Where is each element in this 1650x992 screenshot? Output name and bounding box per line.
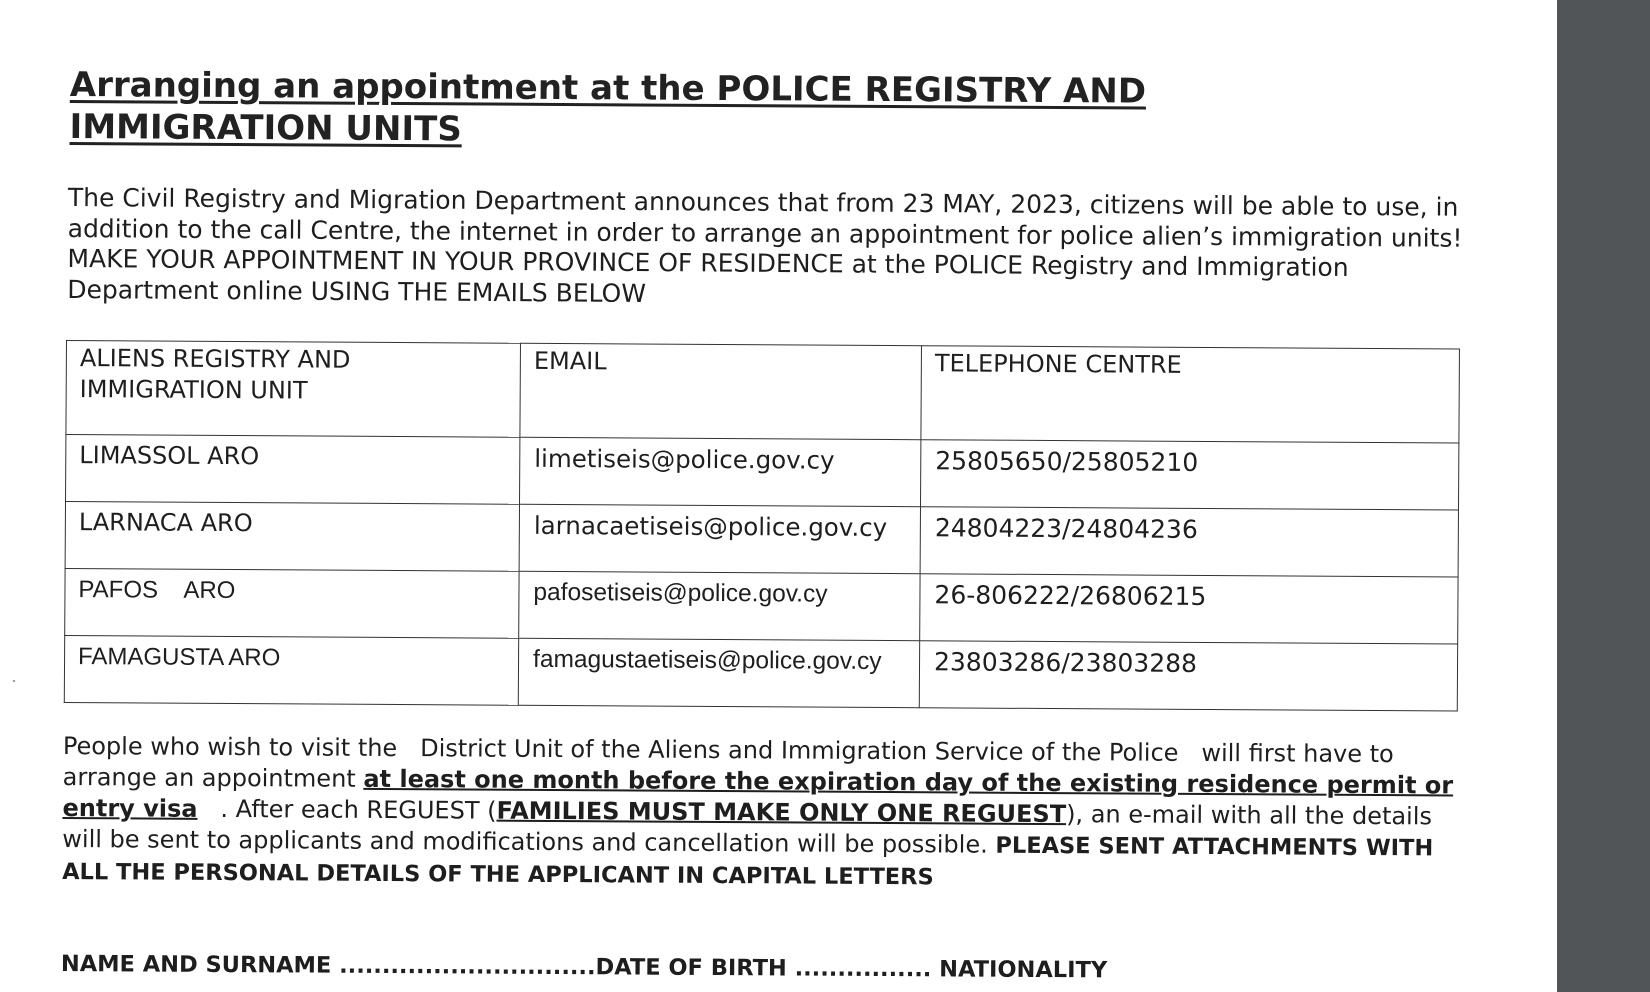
phone-cell: 23803286/23803288 <box>919 641 1457 711</box>
unit-cell: LIMASSOL ARO <box>66 435 520 505</box>
table-row <box>66 435 1459 511</box>
families-emphasis: FAMILIES MUST MAKE ONLY ONE REGUEST <box>496 796 1067 829</box>
phone-cell: 25805650/25805210 <box>920 440 1458 510</box>
attachments-instruction: PLEASE SENT ATTACHMENTS WITH ALL THE PERSONAL DETAILS OF THE APPLICANT IN CAPITAL LETTERS <box>62 832 1434 891</box>
notice-text: ), an e-mail with all the details will be sent to applicants and modifications and cancellation will be possible. <box>62 800 1433 859</box>
unit-cell: PAFOS ARO <box>65 568 519 638</box>
email-cell: larnacaetiseis@police.gov.cy <box>519 504 920 573</box>
table-row <box>65 568 1458 644</box>
viewer-side-margin <box>1557 0 1650 992</box>
header-email: EMAIL <box>520 343 922 439</box>
header-telephone: TELEPHONE CENTRE <box>921 346 1460 443</box>
table-row <box>64 635 1457 711</box>
email-cell: famagustaetiseis@police.gov.cy <box>518 638 919 707</box>
email-cell: pafosetiseis@police.gov.cy <box>519 571 920 640</box>
intro-paragraph: The Civil Registry and Migration Department announces that from 23 MAY, 2023, citizens will be able to use, in addition to the call Centre, the internet in order to arrange an appointment for police alien’s immigration units! MAKE YOUR APPOINTMENT IN YOUR PROVINCE OF RESIDENCE at the POLICE Registry and Immigration Department online USING THE EMAILS BELOW <box>67 183 1463 308</box>
table-row <box>65 502 1458 578</box>
notice-text: . After each REGUEST ( <box>197 794 497 825</box>
applicant-form-line: NAME AND SURNAME ..............................DATE OF BIRTH ................ NATIONALITY <box>60 951 1108 984</box>
scan-speck <box>13 680 15 682</box>
phone-cell: 24804223/24804236 <box>920 507 1458 577</box>
phone-cell: 26-806222/26806215 <box>920 574 1458 644</box>
deadline-emphasis: at least one month before the expiration day of the existing residence permit or entry visa <box>62 764 1454 823</box>
notice-text: People who wish to visit the District Unit of the Aliens and Immigration Service of the Police will first have to arrange an appointment <box>62 732 1402 793</box>
document-title: Arranging an appointment at the POLICE REGISTRY AND IMMIGRATION UNITS <box>69 64 1147 150</box>
appointment-notice <box>62 731 1468 897</box>
email-cell: limetiseis@police.gov.cy <box>520 437 921 506</box>
table-header-row <box>66 341 1460 444</box>
unit-cell: FAMAGUSTA ARO <box>64 635 518 705</box>
unit-cell: LARNACA ARO <box>65 502 519 572</box>
header-unit: ALIENS REGISTRY AND IMMIGRATION UNIT <box>66 341 521 438</box>
aro-contacts-table <box>64 340 1460 712</box>
